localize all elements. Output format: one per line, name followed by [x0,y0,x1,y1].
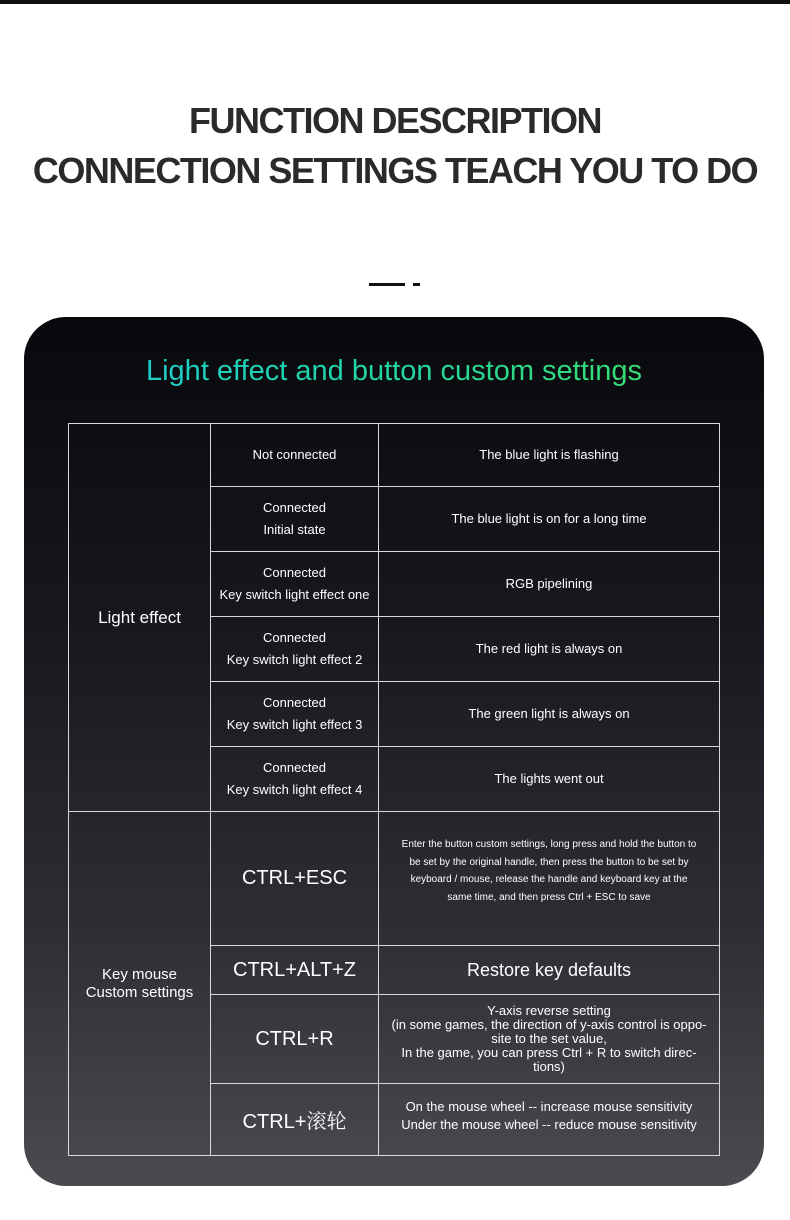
description-cell [379,424,719,486]
description-cell [379,617,719,681]
description-text: In the game, you can press Ctrl + R to switch direc- [401,1045,697,1060]
description-text: Restore key defaults [466,959,632,980]
state-text: Key switch light effect 4 [226,782,363,797]
description-cell [379,682,719,746]
key-mouse-group-label [69,812,210,1155]
state-text: Connected [263,630,326,645]
settings-table [24,317,764,1186]
description-cell [379,812,719,945]
settings-card [24,317,764,1186]
description-cell [379,487,719,551]
description-text: be set by the original handle, then press the button to be set by [409,856,689,868]
table-border-right [719,423,720,1156]
description-text: The green light is always on [468,706,630,721]
state-text: Not connected [252,447,337,462]
card-title: Light effect and button custom settings [24,355,764,388]
shortcut-ctrl-alt-z: CTRL+ALT+Z [233,958,356,981]
shortcut-cell [211,946,378,994]
shortcut-cell [211,995,378,1083]
description-text: Under the mouse wheel -- reduce mouse sensitivity [401,1116,697,1132]
light-effect-label: Light effect [98,607,181,627]
state-cell [211,682,378,746]
state-text: Connected [263,695,326,710]
heading-function-description: FUNCTION DESCRIPTION [188,100,601,141]
state-text: Connected [263,565,326,580]
description-text: On the mouse wheel -- increase mouse sensitivity [405,1098,693,1114]
heading-connection-settings: CONNECTION SETTINGS TEACH YOU TO DO [32,150,758,191]
state-text: Connected [263,760,326,775]
custom-settings-label: Custom settings [85,983,194,1001]
description-text: same time, and then press Ctrl + ESC to save [447,891,651,903]
top-rule [0,0,790,4]
light-effect-group-label [69,424,210,811]
description-text: (in some games, the direction of y-axis control is oppo- [391,1017,707,1032]
key-mouse-label: Key mouse [101,965,178,983]
state-text: Key switch light effect one [219,587,370,602]
description-text: tions) [533,1059,565,1074]
description-text: The red light is always on [475,641,623,656]
description-cell [379,747,719,811]
description-text: keyboard / mouse, release the handle and keyboard key at the [410,874,688,885]
description-text: The blue light is flashing [479,447,619,462]
shortcut-cell [211,812,378,945]
shortcut-ctrl-wheel: CTRL+滚轮 [242,1111,347,1133]
description-cell [379,946,719,994]
shortcut-ctrl-r: CTRL+R [255,1027,334,1050]
shortcut-cell [211,1084,378,1155]
state-text: Key switch light effect 2 [226,652,363,667]
state-text: Key switch light effect 3 [226,717,363,732]
state-text: Initial state [263,522,326,537]
shortcut-ctrl-esc: CTRL+ESC [241,867,348,889]
description-text: Enter the button custom settings, long press and hold the button to [401,839,697,850]
state-cell [211,424,378,486]
decorative-dash [369,283,405,286]
description-cell [379,552,719,616]
state-cell [211,747,378,811]
description-text: site to the set value, [491,1031,607,1046]
description-cell [379,1084,719,1155]
state-cell [211,617,378,681]
state-cell [211,552,378,616]
state-text: Connected [263,500,326,515]
description-text: The blue light is on for a long time [451,511,647,526]
description-text: Y-axis reverse setting [487,1003,611,1018]
description-text: The lights went out [494,771,604,786]
state-cell [211,487,378,551]
decorative-dot [413,283,420,286]
description-text: RGB pipelining [505,576,593,591]
table-border-bottom [68,1155,720,1156]
description-cell [379,995,719,1083]
